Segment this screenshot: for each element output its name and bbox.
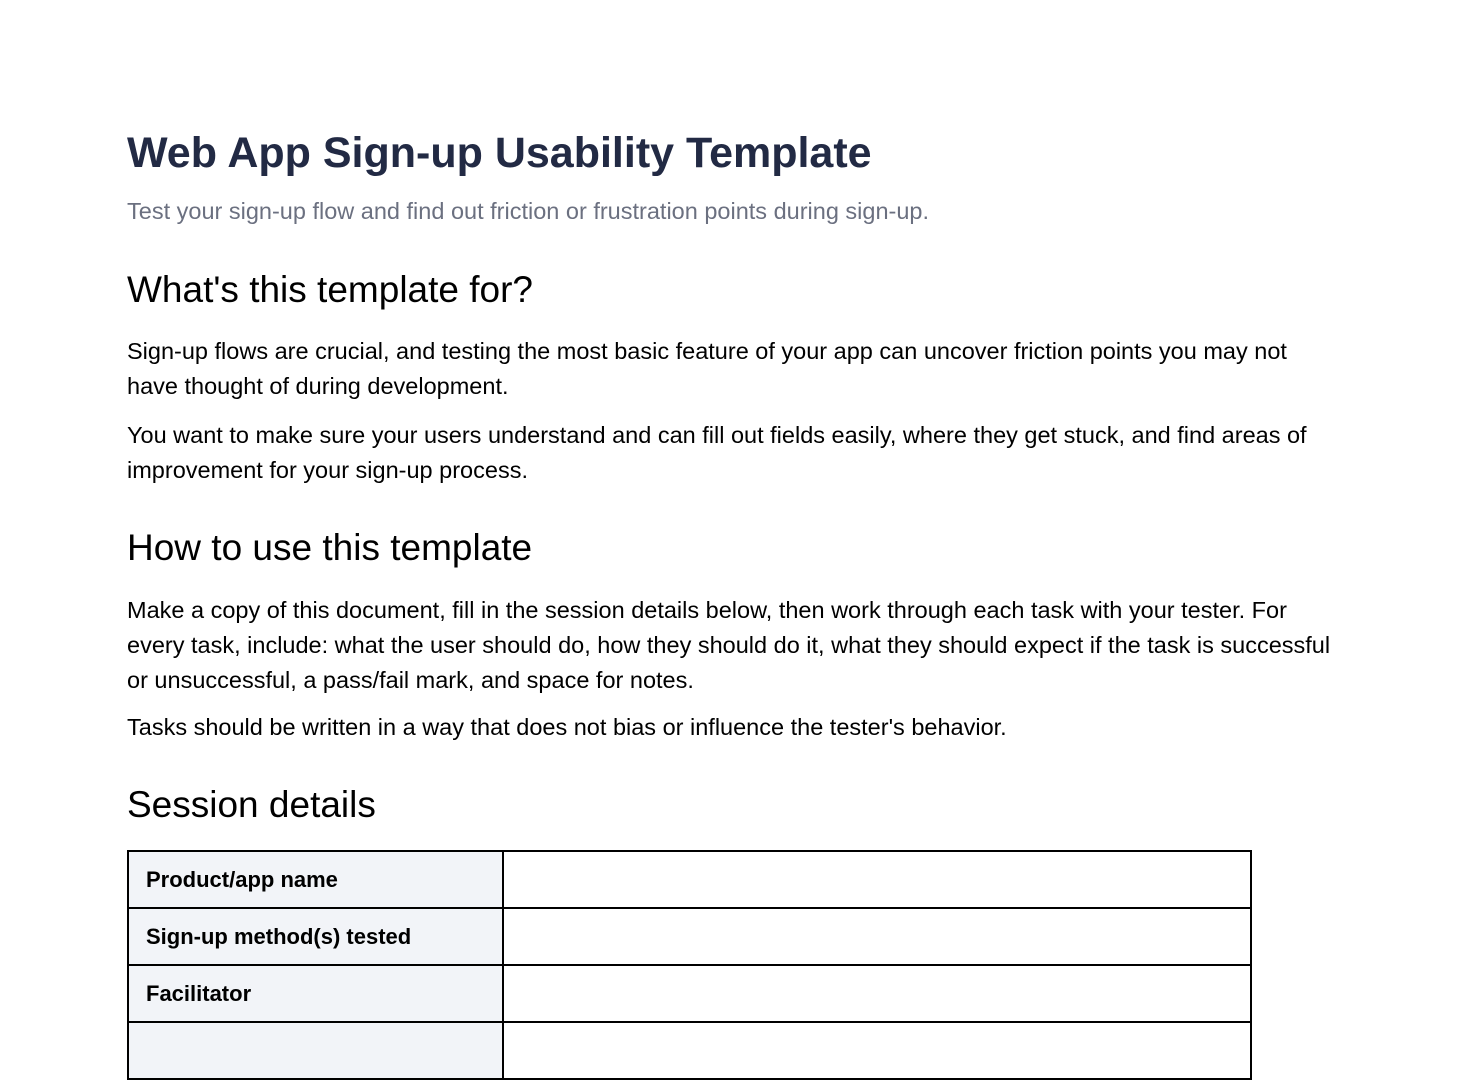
section-what-paragraph-2: You want to make sure your users understand and can fill out fields easily, where they get stuck, and find areas of improvement for your sign-up process. bbox=[127, 422, 1307, 483]
table-row bbox=[128, 1022, 1251, 1079]
facilitator-field[interactable] bbox=[503, 965, 1251, 1022]
section-how-paragraph-1: Make a copy of this document, fill in the session details below, then work through each task with your tester. For every task, include: what the user should do, how they should do it, what they should expect if the task is successful or unsuccessful, a pass/fail mark, and space for notes. bbox=[127, 597, 1331, 693]
table-row-cell-partial bbox=[128, 1022, 503, 1079]
session-details-table bbox=[127, 850, 1252, 1080]
document-subtitle: Test your sign-up flow and find out friction or frustration points during sign-up. bbox=[127, 198, 930, 224]
signup-methods-tested-label: Sign-up method(s) tested bbox=[128, 908, 503, 965]
section-how-paragraph-2: Tasks should be written in a way that does not bias or influence the tester's behavior. bbox=[127, 714, 1007, 740]
product-app-name-field[interactable] bbox=[503, 851, 1251, 908]
section-heading-how: How to use this template bbox=[127, 527, 533, 568]
table-row bbox=[128, 908, 1251, 965]
signup-methods-tested-field[interactable] bbox=[503, 908, 1251, 965]
table-row bbox=[128, 965, 1251, 1022]
table-row-value-partial[interactable] bbox=[503, 1022, 1251, 1079]
table-row bbox=[128, 851, 1251, 908]
section-heading-what: What's this template for? bbox=[127, 269, 534, 310]
facilitator-label: Facilitator bbox=[128, 965, 503, 1022]
product-app-name-label: Product/app name bbox=[128, 851, 503, 908]
section-heading-session-details: Session details bbox=[127, 784, 376, 825]
section-what-paragraph-1: Sign-up flows are crucial, and testing the most basic feature of your app can uncover friction points you may not have thought of during development. bbox=[127, 338, 1287, 399]
document-title: Web App Sign-up Usability Template bbox=[127, 129, 872, 177]
